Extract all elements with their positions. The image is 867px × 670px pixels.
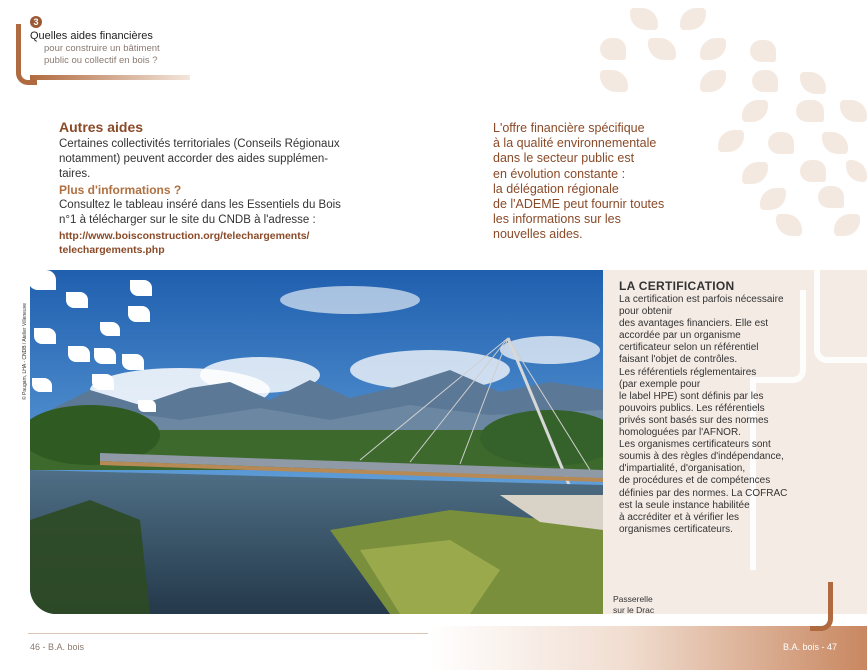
chapter-hook-tail	[30, 75, 190, 80]
more-info-body: Consultez le tableau inséré dans les Essentiels du Bois n°1 à télécharger sur le site du CNDB à l'adresse :	[59, 199, 341, 226]
right-page-number: B.A. bois - 47	[783, 642, 838, 652]
certification-body: La certification est parfois nécessaire pour obtenir des avantages financiers. Elle est accordée par un organisme certificateur selon un référentiel faisant l'objet de contrôles. Les référentiels réglementaires (par exemple pour le label HPE) sont définis par les pouvoirs publics. Les référentiels privés sont basés sur des normes homologuées par l'AFNOR. Les organismes certificateurs sont soumis à des règles d'indépendance, d'impartialité, d'organisation, de procédures et de compétences définies par des normes. La COFRAC est la seule instance habilitée à accréditer et à vérifier les organismes certificateurs.	[619, 294, 788, 535]
download-link[interactable]: http://www.boisconstruction.org/telechargements/ telechargements.php	[59, 230, 310, 256]
ademe-quote: L'offre financière spécifique à la qualité environnementale dans le secteur public est en évolution constante : la délégation régionale de l'ADEME peut fournir toutes les informations sur les nouvelles aides.	[493, 121, 665, 242]
photo-caption: Passerelle sur le Drac	[613, 594, 655, 615]
photo-credit-text: © Paugam, LHA - CNDB / Atelier Villeneuve	[22, 303, 28, 400]
certification-title: LA CERTIFICATION	[619, 279, 735, 293]
left-page-number: 46 - B.A. bois	[30, 642, 85, 652]
other-aids-heading: Autres aides	[59, 119, 144, 135]
footer-divider	[28, 633, 428, 634]
footer-hook-decoration	[810, 582, 833, 631]
chapter-subtitle: pour construire un bâtiment public ou collectif en bois ?	[44, 43, 160, 66]
chapter-title: Quelles aides financières	[30, 30, 153, 42]
chapter-number-badge: 3	[30, 16, 42, 28]
other-aids-body: Certaines collectivités territoriales (Conseils Régionaux notamment) peuvent accorder des aides supplémen- taires.	[59, 138, 340, 180]
bridge-photo	[30, 270, 603, 614]
more-info-heading: Plus d'informations ?	[59, 183, 182, 197]
